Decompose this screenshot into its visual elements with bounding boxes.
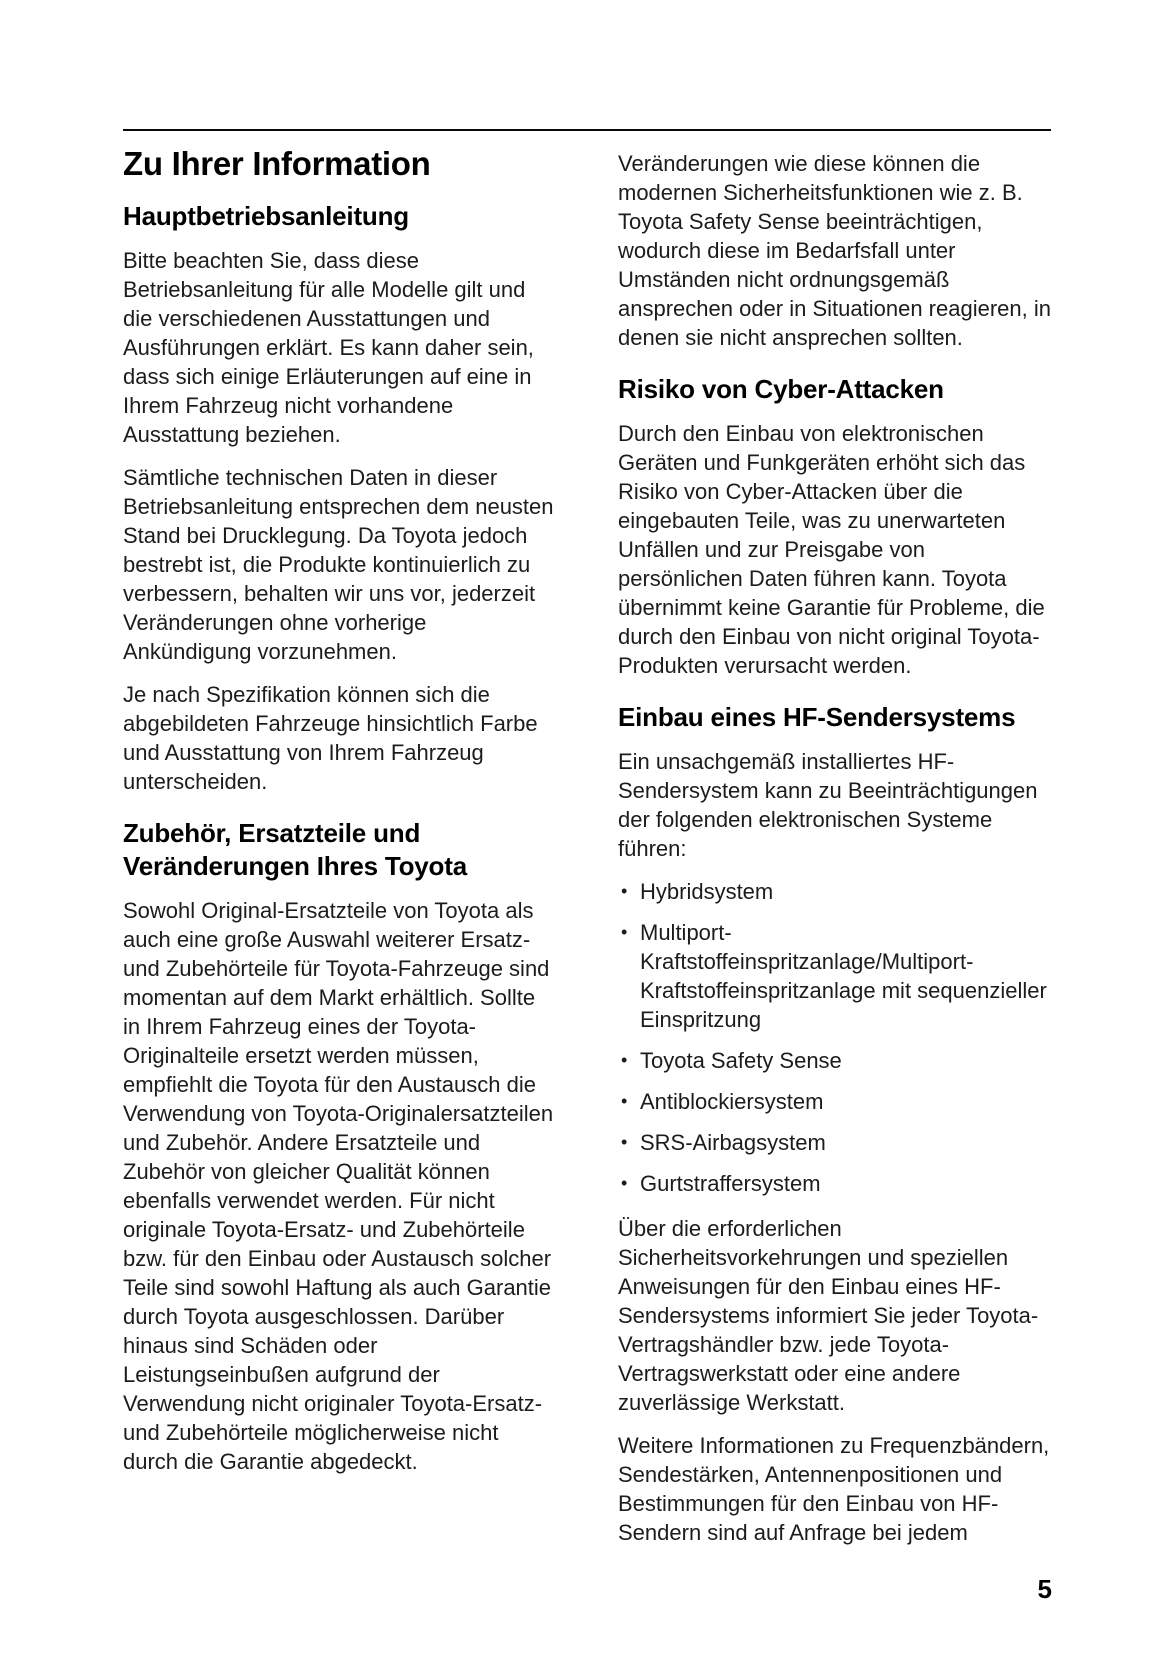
paragraph: Ein unsachgemäß installiertes HF-Sendersystem kann zu Beeinträchtigungen der folgenden elektronischen Systeme führen: bbox=[618, 749, 1038, 861]
paragraph: Sowohl Original-Ersatzteile von Toyota als auch eine große Auswahl weiterer Ersatz- und Zubehörteile für Toyota-Fahrzeuge sind momentan auf dem Markt erhältlich. Sollte in Ihrem Fahrzeug eines der Toyota-Originalteile ersetzt werden müssen, empfiehlt die Toyota für den Austausch die Verwendung von Toyota-Originalersatzteilen und Zubehör. Andere Ersatzteile und Zubehör von gleicher Qualität können ebenfalls verwendet werden. Für nicht originale Toyota-Ersatz- und Zubehörteile bzw. für den Einbau oder Austausch solcher Teile sind sowohl Haftung als auch Garantie durch Toyota ausgeschlossen. Darüber hinaus sind Schäden oder Leistungseinbußen aufgrund der Verwendung nicht originaler Toyota-Ersatz- und Zubehörteile möglicherweise nicht durch die Garantie abgedeckt. bbox=[123, 898, 554, 1474]
list-item bbox=[618, 1128, 1051, 1157]
bullet-icon: • bbox=[621, 922, 628, 942]
left-column bbox=[123, 142, 556, 1490]
list-item bbox=[618, 877, 1051, 906]
affected-systems-list bbox=[618, 877, 1051, 1198]
list-item-label: Antiblockiersystem bbox=[640, 1089, 824, 1114]
header-rule bbox=[123, 129, 1051, 131]
list-item-label: Gurtstraffersystem bbox=[640, 1171, 821, 1196]
paragraph: Sämtliche technischen Daten in dieser Betriebsanleitung entsprechen dem neusten Stand bei Drucklegung. Da Toyota jedoch bestrebt ist, die Produkte kontinuierlich zu verbessern, behalten wir uns vor, jederzeit Veränderungen ohne vorherige Ankündigung vorzunehmen. bbox=[123, 465, 554, 664]
page-content bbox=[123, 129, 1051, 1561]
paragraph: Bitte beachten Sie, dass diese Betriebsanleitung für alle Modelle gilt und die verschiedenen Ausstattungen und Ausführungen erklärt. Es kann daher sein, dass sich einige Erläuterungen auf eine in Ihrem Fahrzeug nicht vorhandene Ausstattung beziehen. bbox=[123, 248, 534, 447]
section-heading-zubehoer: Zubehör, Ersatzteile und Veränderungen Ihres Toyota bbox=[123, 818, 467, 881]
right-column bbox=[618, 142, 1051, 1561]
bullet-icon: • bbox=[621, 1091, 628, 1111]
paragraph: Durch den Einbau von elektronischen Geräten und Funkgeräten erhöht sich das Risiko von Cyber-Attacken über die eingebauten Teile, was zu unerwarteten Unfällen und zur Preisgabe von persönlichen Daten führen kann. Toyota übernimmt keine Garantie für Probleme, die durch den Einbau von nicht original Toyota-Produkten verursacht werden. bbox=[618, 421, 1045, 678]
list-item bbox=[618, 1046, 1051, 1075]
list-item-label: SRS-Airbagsystem bbox=[640, 1130, 826, 1155]
bullet-icon: • bbox=[621, 1050, 628, 1070]
two-column-layout bbox=[123, 142, 1051, 1561]
paragraph: Weitere Informationen zu Frequenzbändern, Sendestärken, Antennenpositionen und Bestimmungen für den Einbau von HF-Sendern sind auf Anfrage bei jedem bbox=[618, 1433, 1050, 1545]
list-item-label: Hybridsystem bbox=[640, 879, 774, 904]
list-item bbox=[618, 1087, 1051, 1116]
paragraph: Je nach Spezifikation können sich die abgebildeten Fahrzeuge hinsichtlich Farbe und Ausstattung von Ihrem Fahrzeug unterscheiden. bbox=[123, 682, 538, 794]
bullet-icon: • bbox=[621, 1132, 628, 1152]
paragraph: Über die erforderlichen Sicherheitsvorkehrungen und speziellen Anweisungen für den Einbau eines HF-Sendersystems informiert Sie jeder Toyota-Vertragshändler bzw. jede Toyota-Vertragswerkstatt oder eine andere zuverlässige Werkstatt. bbox=[618, 1216, 1039, 1415]
page-title: Zu Ihrer Information bbox=[123, 145, 431, 182]
section-heading-hauptbetriebsanleitung: Hauptbetriebsanleitung bbox=[123, 201, 409, 231]
list-item-label: Multiport-Kraftstoffeinspritzanlage/Multiport-Kraftstoffeinspritzanlage mit sequenzieller Einspritzung bbox=[640, 920, 1047, 1032]
list-item bbox=[618, 918, 1051, 1034]
page-number: 5 bbox=[1037, 1574, 1052, 1604]
paragraph: Veränderungen wie diese können die modernen Sicherheitsfunktionen wie z. B. Toyota Safety Sense beeinträchtigen, wodurch diese im Bedarfsfall unter Umständen nicht ordnungsgemäß ansprechen oder in Situationen reagieren, in denen sie nicht ansprechen sollten. bbox=[618, 151, 1051, 350]
bullet-icon: • bbox=[621, 1173, 628, 1193]
section-heading-cyber-attacken: Risiko von Cyber-Attacken bbox=[618, 374, 944, 404]
list-item bbox=[618, 1169, 1051, 1198]
list-item-label: Toyota Safety Sense bbox=[640, 1048, 842, 1073]
bullet-icon: • bbox=[621, 881, 628, 901]
section-heading-hf-sendersystem: Einbau eines HF-Sendersystems bbox=[618, 702, 1016, 732]
